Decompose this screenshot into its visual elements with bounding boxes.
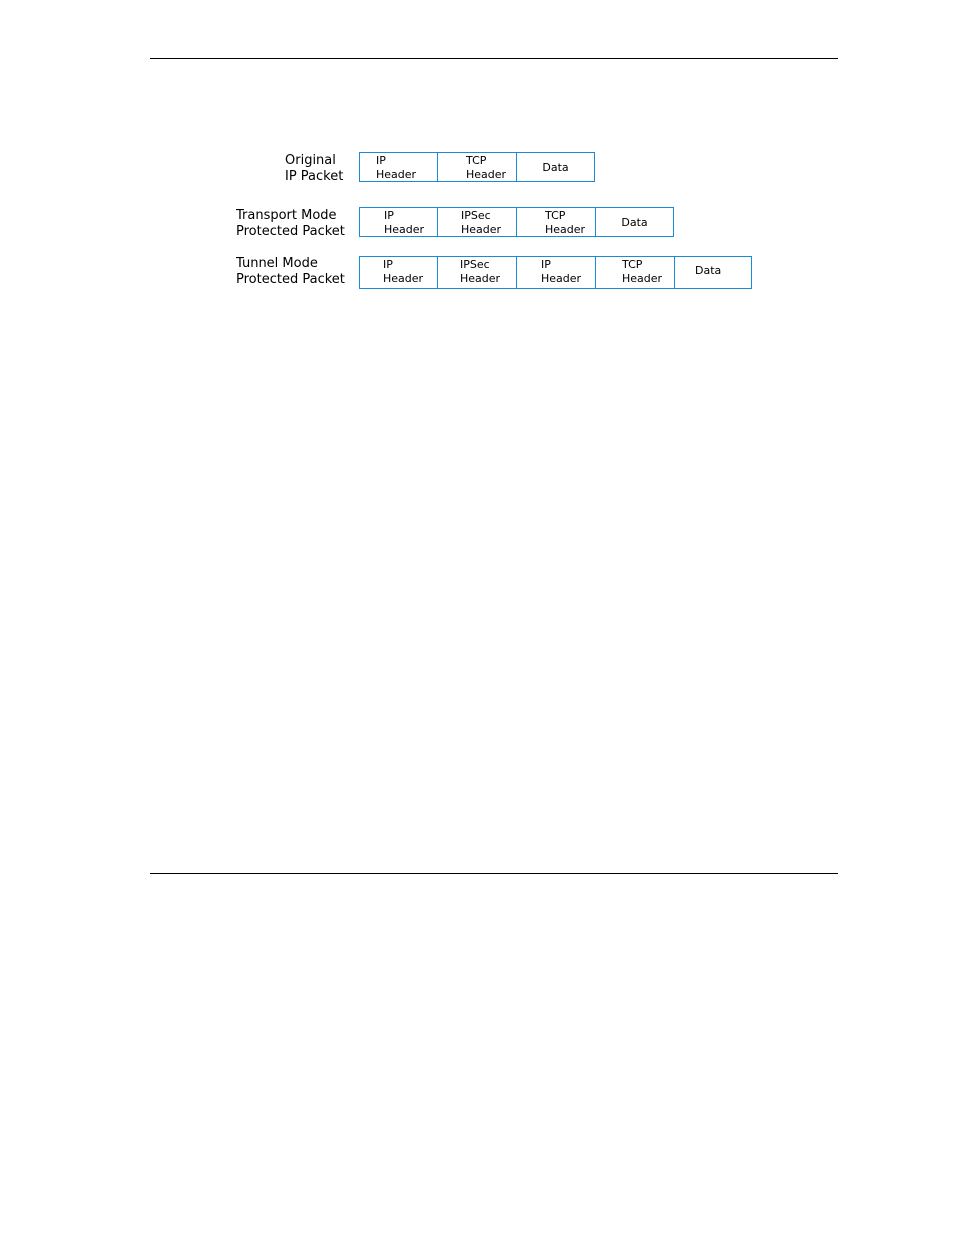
cell-line: TCP	[466, 154, 487, 167]
header-rule	[150, 58, 838, 59]
cell-line: Data	[542, 161, 569, 174]
cell-line: Data	[695, 264, 722, 277]
cell-line: Header	[466, 168, 507, 181]
packet-cell-tcp-header	[516, 207, 596, 237]
packet-cell-data	[595, 207, 674, 237]
cell-line: Header	[461, 223, 502, 236]
packet-cell-ip-header	[359, 207, 438, 237]
packet-cell-ip-header	[359, 152, 438, 182]
cell-line: IPSec	[461, 209, 491, 222]
packet-cell-data	[674, 256, 752, 289]
cell-line: Header	[622, 272, 663, 285]
cell-line: IP	[384, 209, 394, 222]
row-label-line: Tunnel Mode	[236, 256, 318, 271]
cell-line: IP	[541, 258, 551, 271]
packet-cell-tcp-header	[595, 256, 675, 289]
cell-line: Header	[384, 223, 425, 236]
footer-rule	[150, 873, 838, 874]
cell-line: Data	[621, 216, 648, 229]
cell-line: Header	[545, 223, 586, 236]
packet-cell-tcp-header	[437, 152, 517, 182]
row-label-line: Protected Packet	[236, 272, 345, 287]
row-label-line: Protected Packet	[236, 224, 345, 239]
row-label-tunnel-mode	[236, 256, 345, 288]
row-label-original	[285, 153, 343, 185]
cell-line: Header	[383, 272, 424, 285]
packet-cell-ip-header	[359, 256, 438, 289]
cell-line: Header	[541, 272, 582, 285]
packet-cell-data	[516, 152, 595, 182]
row-label-line: Transport Mode	[236, 208, 337, 223]
packet-cell-ipsec-header	[437, 207, 517, 237]
row-label-transport-mode	[236, 208, 345, 240]
packet-cell-ip-header	[516, 256, 596, 289]
cell-line: TCP	[622, 258, 643, 271]
packet-cell-ipsec-header	[437, 256, 517, 289]
cell-line: Header	[376, 168, 417, 181]
cell-line: IPSec	[460, 258, 490, 271]
cell-line: IP	[376, 154, 386, 167]
cell-line: IP	[383, 258, 393, 271]
cell-line: Header	[460, 272, 501, 285]
row-label-line: Original	[285, 153, 336, 168]
cell-line: TCP	[545, 209, 566, 222]
row-label-line: IP Packet	[285, 169, 344, 184]
